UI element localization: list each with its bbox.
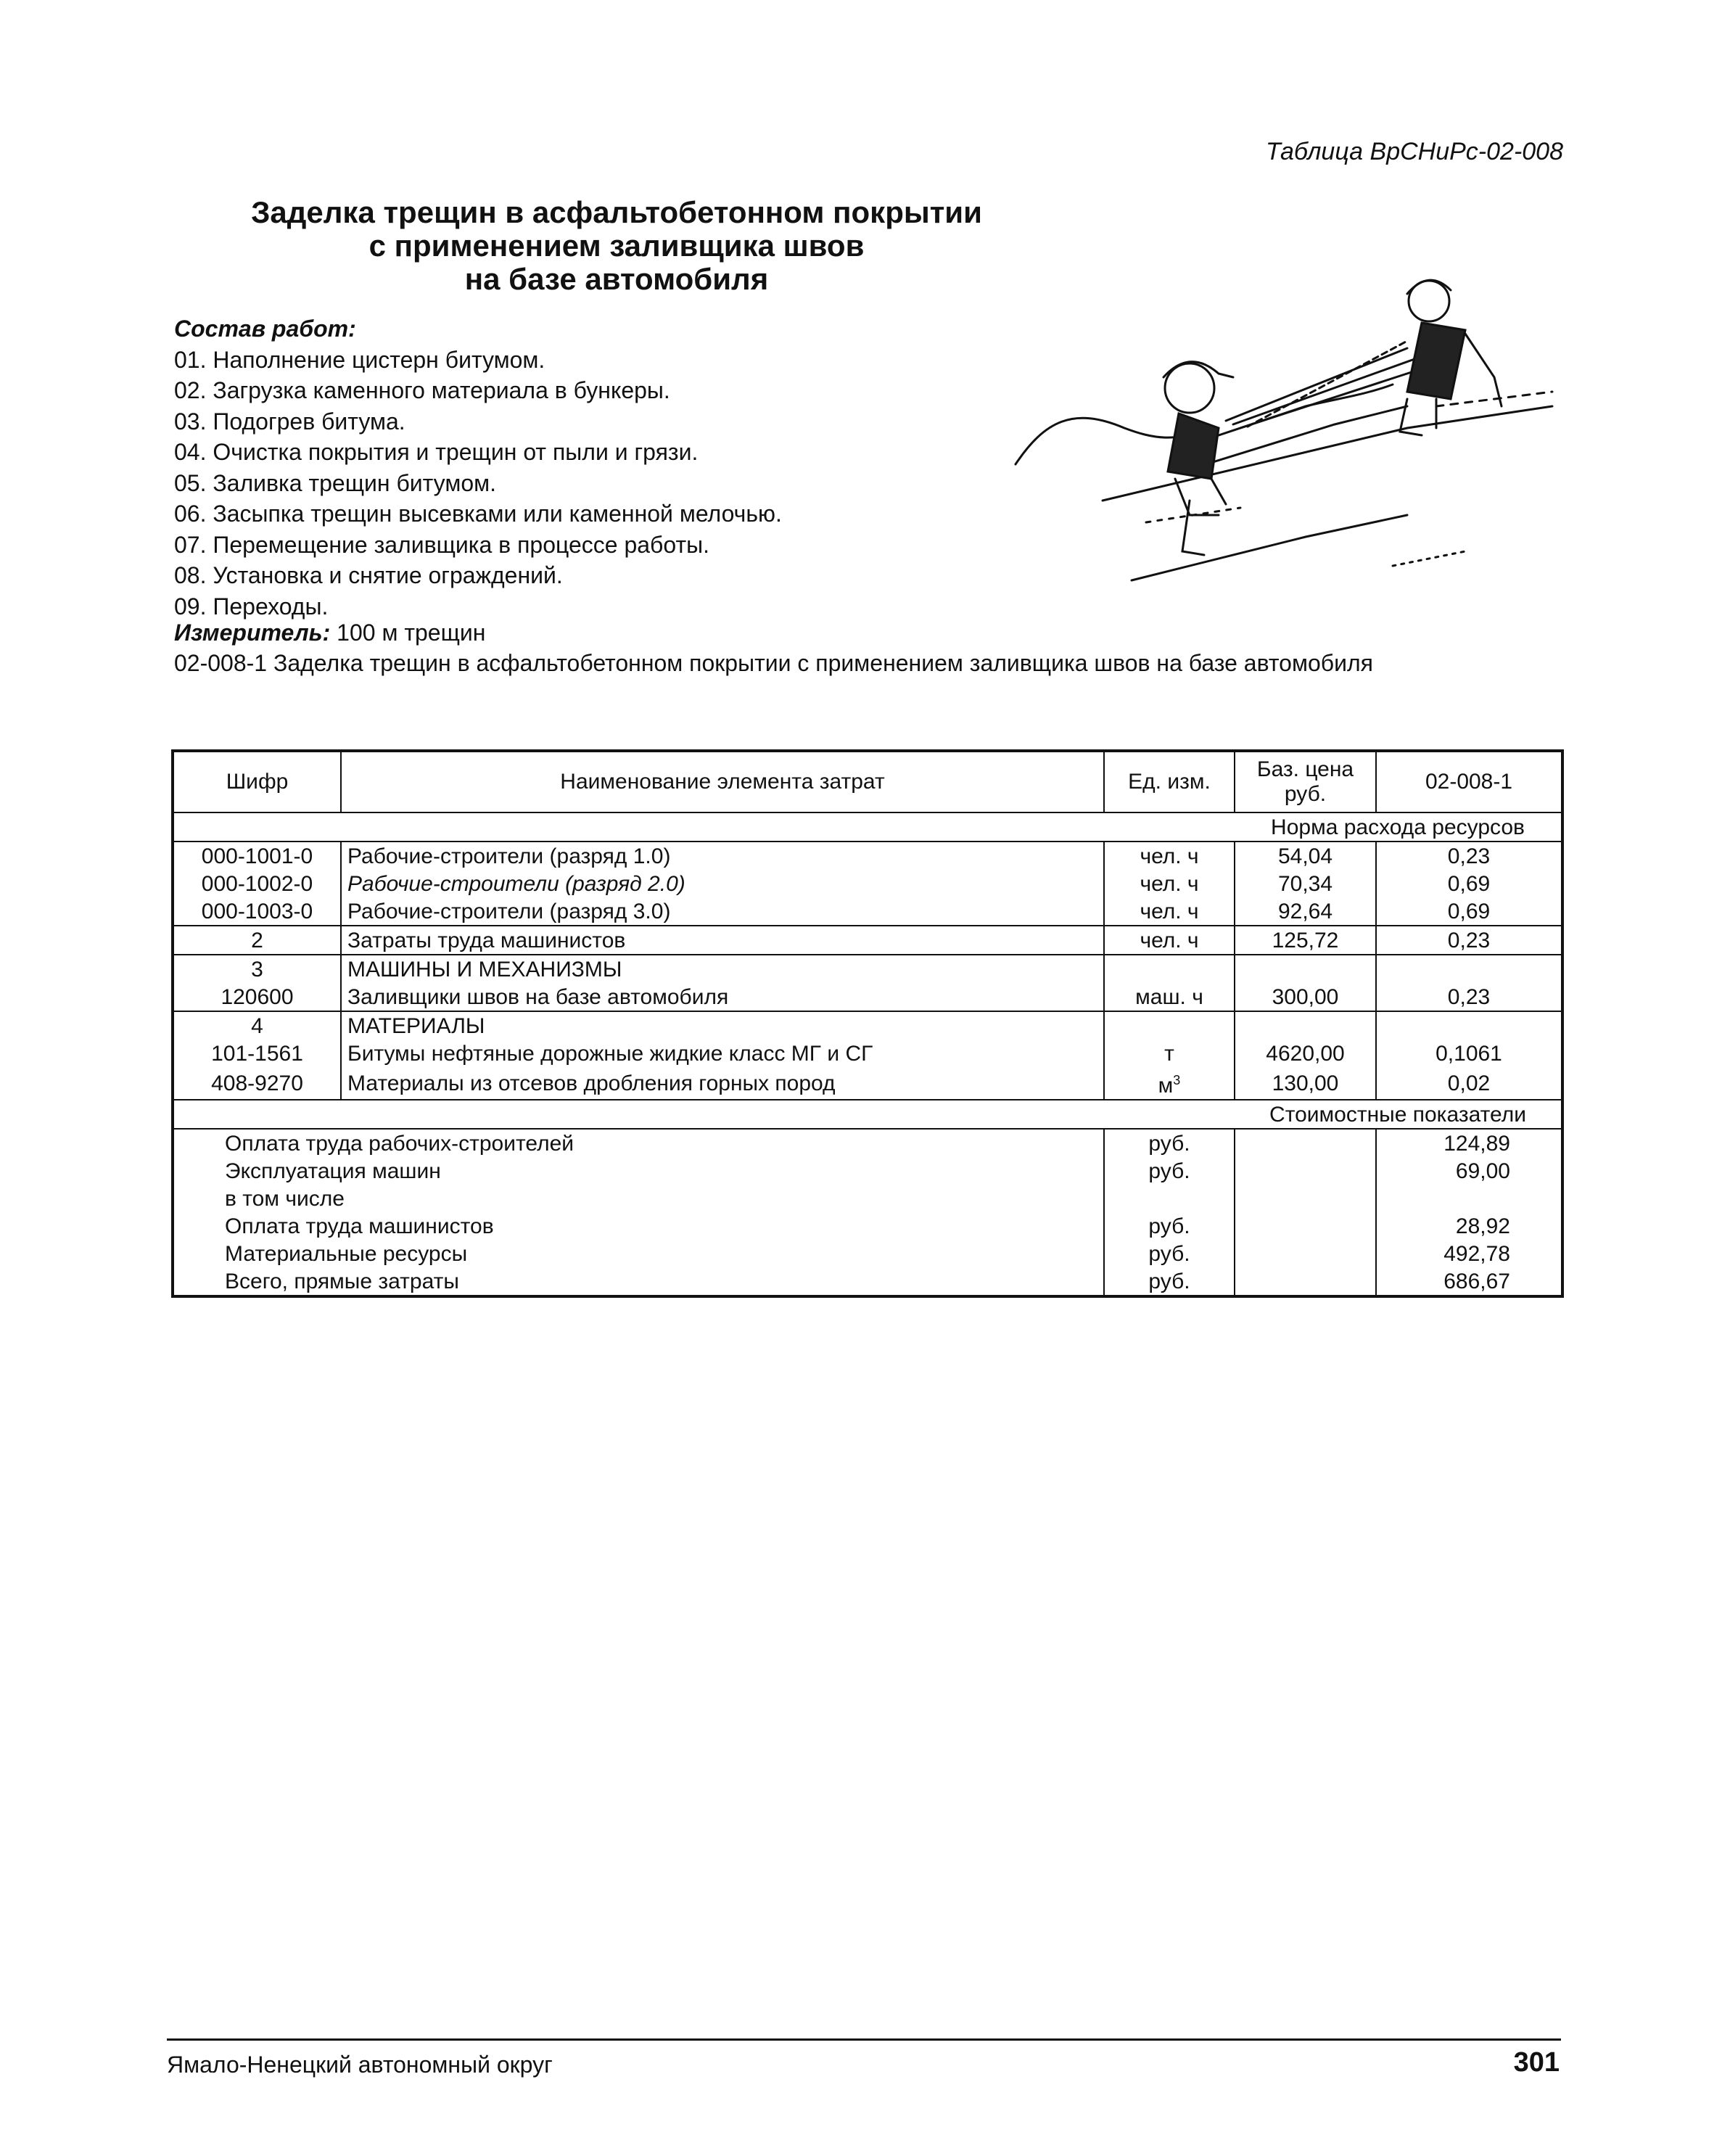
cell-code: 101-1561 (173, 1040, 341, 1067)
table-row (173, 1040, 1562, 1067)
code-description: 02-008-1 Заделка трещин в асфальтобетонном покрытии с применением заливщика швов на базе автомобиля (174, 650, 1373, 676)
works-label: Состав работ: (174, 316, 356, 342)
cost-unit: руб. (1104, 1129, 1235, 1157)
cell-name: Рабочие-строители (разряд 1.0) (341, 842, 1104, 870)
cell-unit: чел. ч (1104, 842, 1235, 870)
measure-label: Измеритель: (174, 620, 331, 646)
cost-row (173, 1267, 1562, 1296)
cost-name: Материальные ресурсы (173, 1240, 1104, 1267)
cell-code: 000-1001-0 (173, 842, 341, 870)
cost-value: 124,89 (1376, 1129, 1562, 1157)
work-item: 09. Переходы. (174, 593, 329, 620)
cost-name: Всего, прямые затраты (173, 1267, 1104, 1296)
page-number: 301 (1513, 2047, 1560, 2078)
cell-price: 70,34 (1235, 870, 1376, 897)
cell-price: 92,64 (1235, 897, 1376, 926)
work-item: 03. Подогрев битума. (174, 408, 405, 435)
cost-value: 69,00 (1376, 1157, 1562, 1185)
resources-table (171, 749, 1564, 1298)
cost-unit: руб. (1104, 1212, 1235, 1240)
measure-line (174, 620, 485, 646)
table-row (173, 983, 1562, 1011)
header-name: Наименование элемента затрат (341, 751, 1104, 812)
cell-price: 54,04 (1235, 842, 1376, 870)
cell-value: 0,1061 (1376, 1040, 1562, 1067)
work-item: 08. Установка и снятие ограждений. (174, 562, 563, 588)
work-item: 04. Очистка покрытия и трещин от пыли и грязи. (174, 439, 699, 465)
footer-divider (167, 2038, 1561, 2041)
cost-name: Эксплуатация машин (173, 1157, 1104, 1185)
cell-name: Рабочие-строители (разряд 3.0) (341, 897, 1104, 926)
title-line-1: Заделка трещин в асфальтобетонном покрытии (251, 195, 982, 229)
table-header-row (173, 751, 1562, 812)
cell-value: 0,69 (1376, 897, 1562, 926)
cell-name: Рабочие-строители (разряд 2.0) (341, 870, 1104, 897)
cell-unit: чел. ч (1104, 926, 1235, 955)
cell-price: 4620,00 (1235, 1040, 1376, 1067)
table-section-row (173, 1011, 1562, 1040)
cost-unit: руб. (1104, 1240, 1235, 1267)
cost-name: Оплата труда машинистов (173, 1212, 1104, 1240)
header-code: Шифр (173, 751, 341, 812)
work-item: 05. Заливка трещин битумом. (174, 469, 496, 496)
measure-value: 100 м трещин (337, 620, 486, 646)
cell-unit: маш. ч (1104, 983, 1235, 1011)
header-column: 02-008-1 (1376, 751, 1562, 812)
cell-code: 120600 (173, 983, 341, 1011)
workers-illustration (1001, 261, 1574, 602)
work-item: 06. Засыпка трещин высевками или каменной мелочью. (174, 501, 782, 527)
cell-value: 0,23 (1376, 842, 1562, 870)
title-line-3: на базе автомобиля (464, 262, 769, 296)
cost-unit: руб. (1104, 1157, 1235, 1185)
cost-value: 686,67 (1376, 1267, 1562, 1296)
cost-row (173, 1157, 1562, 1185)
norm-band-label: Норма расхода ресурсов (1235, 812, 1562, 842)
cost-value: 28,92 (1376, 1212, 1562, 1240)
cell-code: 000-1002-0 (173, 870, 341, 897)
table-row (173, 1067, 1562, 1100)
table-row (173, 870, 1562, 897)
cell-code: 4 (173, 1011, 341, 1040)
cell-price: 300,00 (1235, 983, 1376, 1011)
cell-price: 130,00 (1235, 1067, 1376, 1100)
title-line-2: с применением заливщика швов (368, 229, 865, 263)
cell-value: 0,69 (1376, 870, 1562, 897)
cell-code: 000-1003-0 (173, 897, 341, 926)
cell-name: Затраты труда машинистов (341, 926, 1104, 955)
cell-code: 408-9270 (173, 1067, 341, 1100)
work-item: 07. Перемещение заливщика в процессе работы. (174, 531, 709, 558)
cell-code: 3 (173, 955, 341, 983)
norm-band-row (173, 812, 1562, 842)
cost-row (173, 1240, 1562, 1267)
cell-name: Заливщики швов на базе автомобиля (341, 983, 1104, 1011)
cost-name: Оплата труда рабочих-строителей (173, 1129, 1104, 1157)
table-row (173, 897, 1562, 926)
work-item: 01. Наполнение цистерн битумом. (174, 346, 545, 373)
cost-row (173, 1185, 1562, 1212)
cell-unit: чел. ч (1104, 897, 1235, 926)
table-row (173, 926, 1562, 955)
table-reference: Таблица ВрСНиРс-02-008 (1265, 138, 1563, 165)
cell-value: 0,02 (1376, 1067, 1562, 1100)
document-title (138, 196, 1095, 296)
header-unit: Ед. изм. (1104, 751, 1235, 812)
cost-value: 492,78 (1376, 1240, 1562, 1267)
cell-unit: т (1104, 1040, 1235, 1067)
cell-unit: чел. ч (1104, 870, 1235, 897)
table-section-row (173, 955, 1562, 983)
works-list (174, 313, 782, 622)
cell-section-title: МАТЕРИАЛЫ (341, 1011, 1104, 1040)
cost-name: в том числе (173, 1185, 1104, 1212)
cell-unit: $м^3$ (1104, 1067, 1235, 1100)
cell-section-title: МАШИНЫ И МЕХАНИЗМЫ (341, 955, 1104, 983)
cost-band-row (173, 1100, 1562, 1129)
cell-name: Материалы из отсевов дробления горных пород (341, 1067, 1104, 1100)
cell-value: 0,23 (1376, 983, 1562, 1011)
cell-code: 2 (173, 926, 341, 955)
work-item: 02. Загрузка каменного материала в бункеры. (174, 377, 670, 403)
cost-row (173, 1129, 1562, 1157)
header-price: Баз. цена руб. (1235, 751, 1376, 812)
cost-band-label: Стоимостные показатели (1235, 1100, 1562, 1129)
cost-row (173, 1212, 1562, 1240)
table-row (173, 842, 1562, 870)
cell-price: 125,72 (1235, 926, 1376, 955)
footer-region: Ямало-Ненецкий автономный округ (167, 2052, 553, 2078)
cost-unit: руб. (1104, 1267, 1235, 1296)
cell-name: Битумы нефтяные дорожные жидкие класс МГ и СГ (341, 1040, 1104, 1067)
cell-value: 0,23 (1376, 926, 1562, 955)
